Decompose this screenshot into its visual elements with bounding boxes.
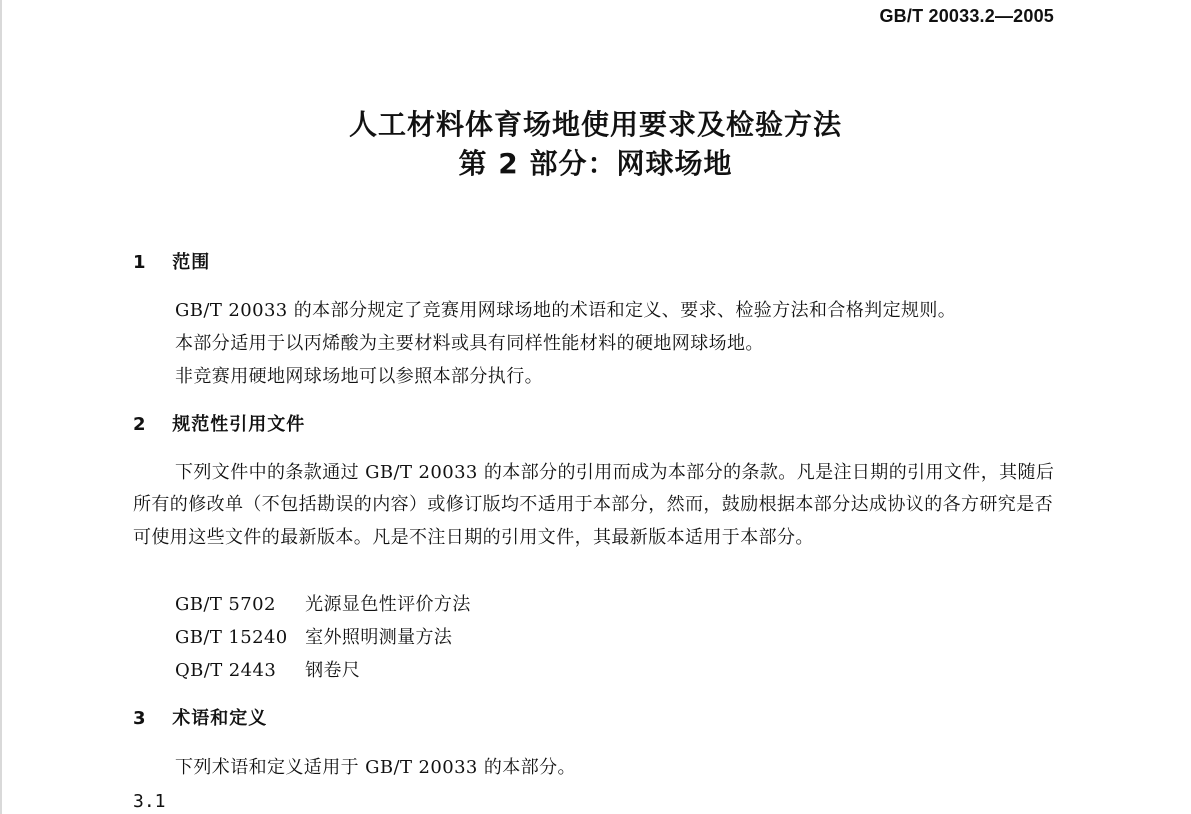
section-title: 规范性引用文件	[172, 414, 306, 435]
section-number: 3	[133, 708, 147, 729]
terms-intro: 下列术语和定义适用于 GB/T 20033 的本部分。	[175, 757, 576, 778]
standard-code: GB/T 20033.2—2005	[879, 6, 1054, 26]
reference-code: GB/T 5702	[175, 594, 276, 615]
scope-paragraph-1: GB/T 20033 的本部分规定了竞赛用网球场地的术语和定义、要求、检验方法和合格判定规则。	[175, 300, 957, 321]
reference-code: QB/T 2443	[175, 660, 277, 681]
section-heading-normative-references	[133, 413, 305, 437]
section-title: 术语和定义	[172, 708, 268, 729]
reference-item	[175, 659, 360, 683]
reference-item	[175, 626, 452, 650]
document-title: 人工材料体育场地使用要求及检验方法	[348, 108, 842, 141]
reference-code: GB/T 15240	[175, 627, 288, 648]
scope-paragraph-3: 非竞赛用硬地网球场地可以参照本部分执行。	[175, 366, 543, 387]
reference-title: 钢卷尺	[305, 660, 361, 681]
section-number: 2	[133, 414, 147, 435]
reference-item	[175, 593, 471, 617]
clause-number: 3.1	[133, 791, 166, 812]
section-heading-scope	[133, 251, 210, 275]
normative-references-intro: 下列文件中的条款通过 GB/T 20033 的本部分的引用而成为本部分的条款。凡是注日期的引用文件，其随后所有的修改单（不包括勘误的内容）或修订版均不适用于本部分，然而，鼓励根据本部分达成协议的各方研究是否可使用这些文件的最新版本。凡是不注日期的引用文件，其最新版本适用于本部分。	[133, 462, 1055, 548]
scope-paragraph-2: 本部分适用于以丙烯酸为主要材料或具有同样性能材料的硬地网球场地。	[175, 333, 764, 354]
section-number: 1	[133, 252, 147, 273]
section-title: 范围	[172, 252, 211, 273]
reference-title: 光源显色性评价方法	[305, 594, 471, 615]
document-subtitle: 第 2 部分：网球场地	[458, 147, 733, 180]
section-heading-terms	[133, 707, 267, 731]
reference-title: 室外照明测量方法	[305, 627, 453, 648]
